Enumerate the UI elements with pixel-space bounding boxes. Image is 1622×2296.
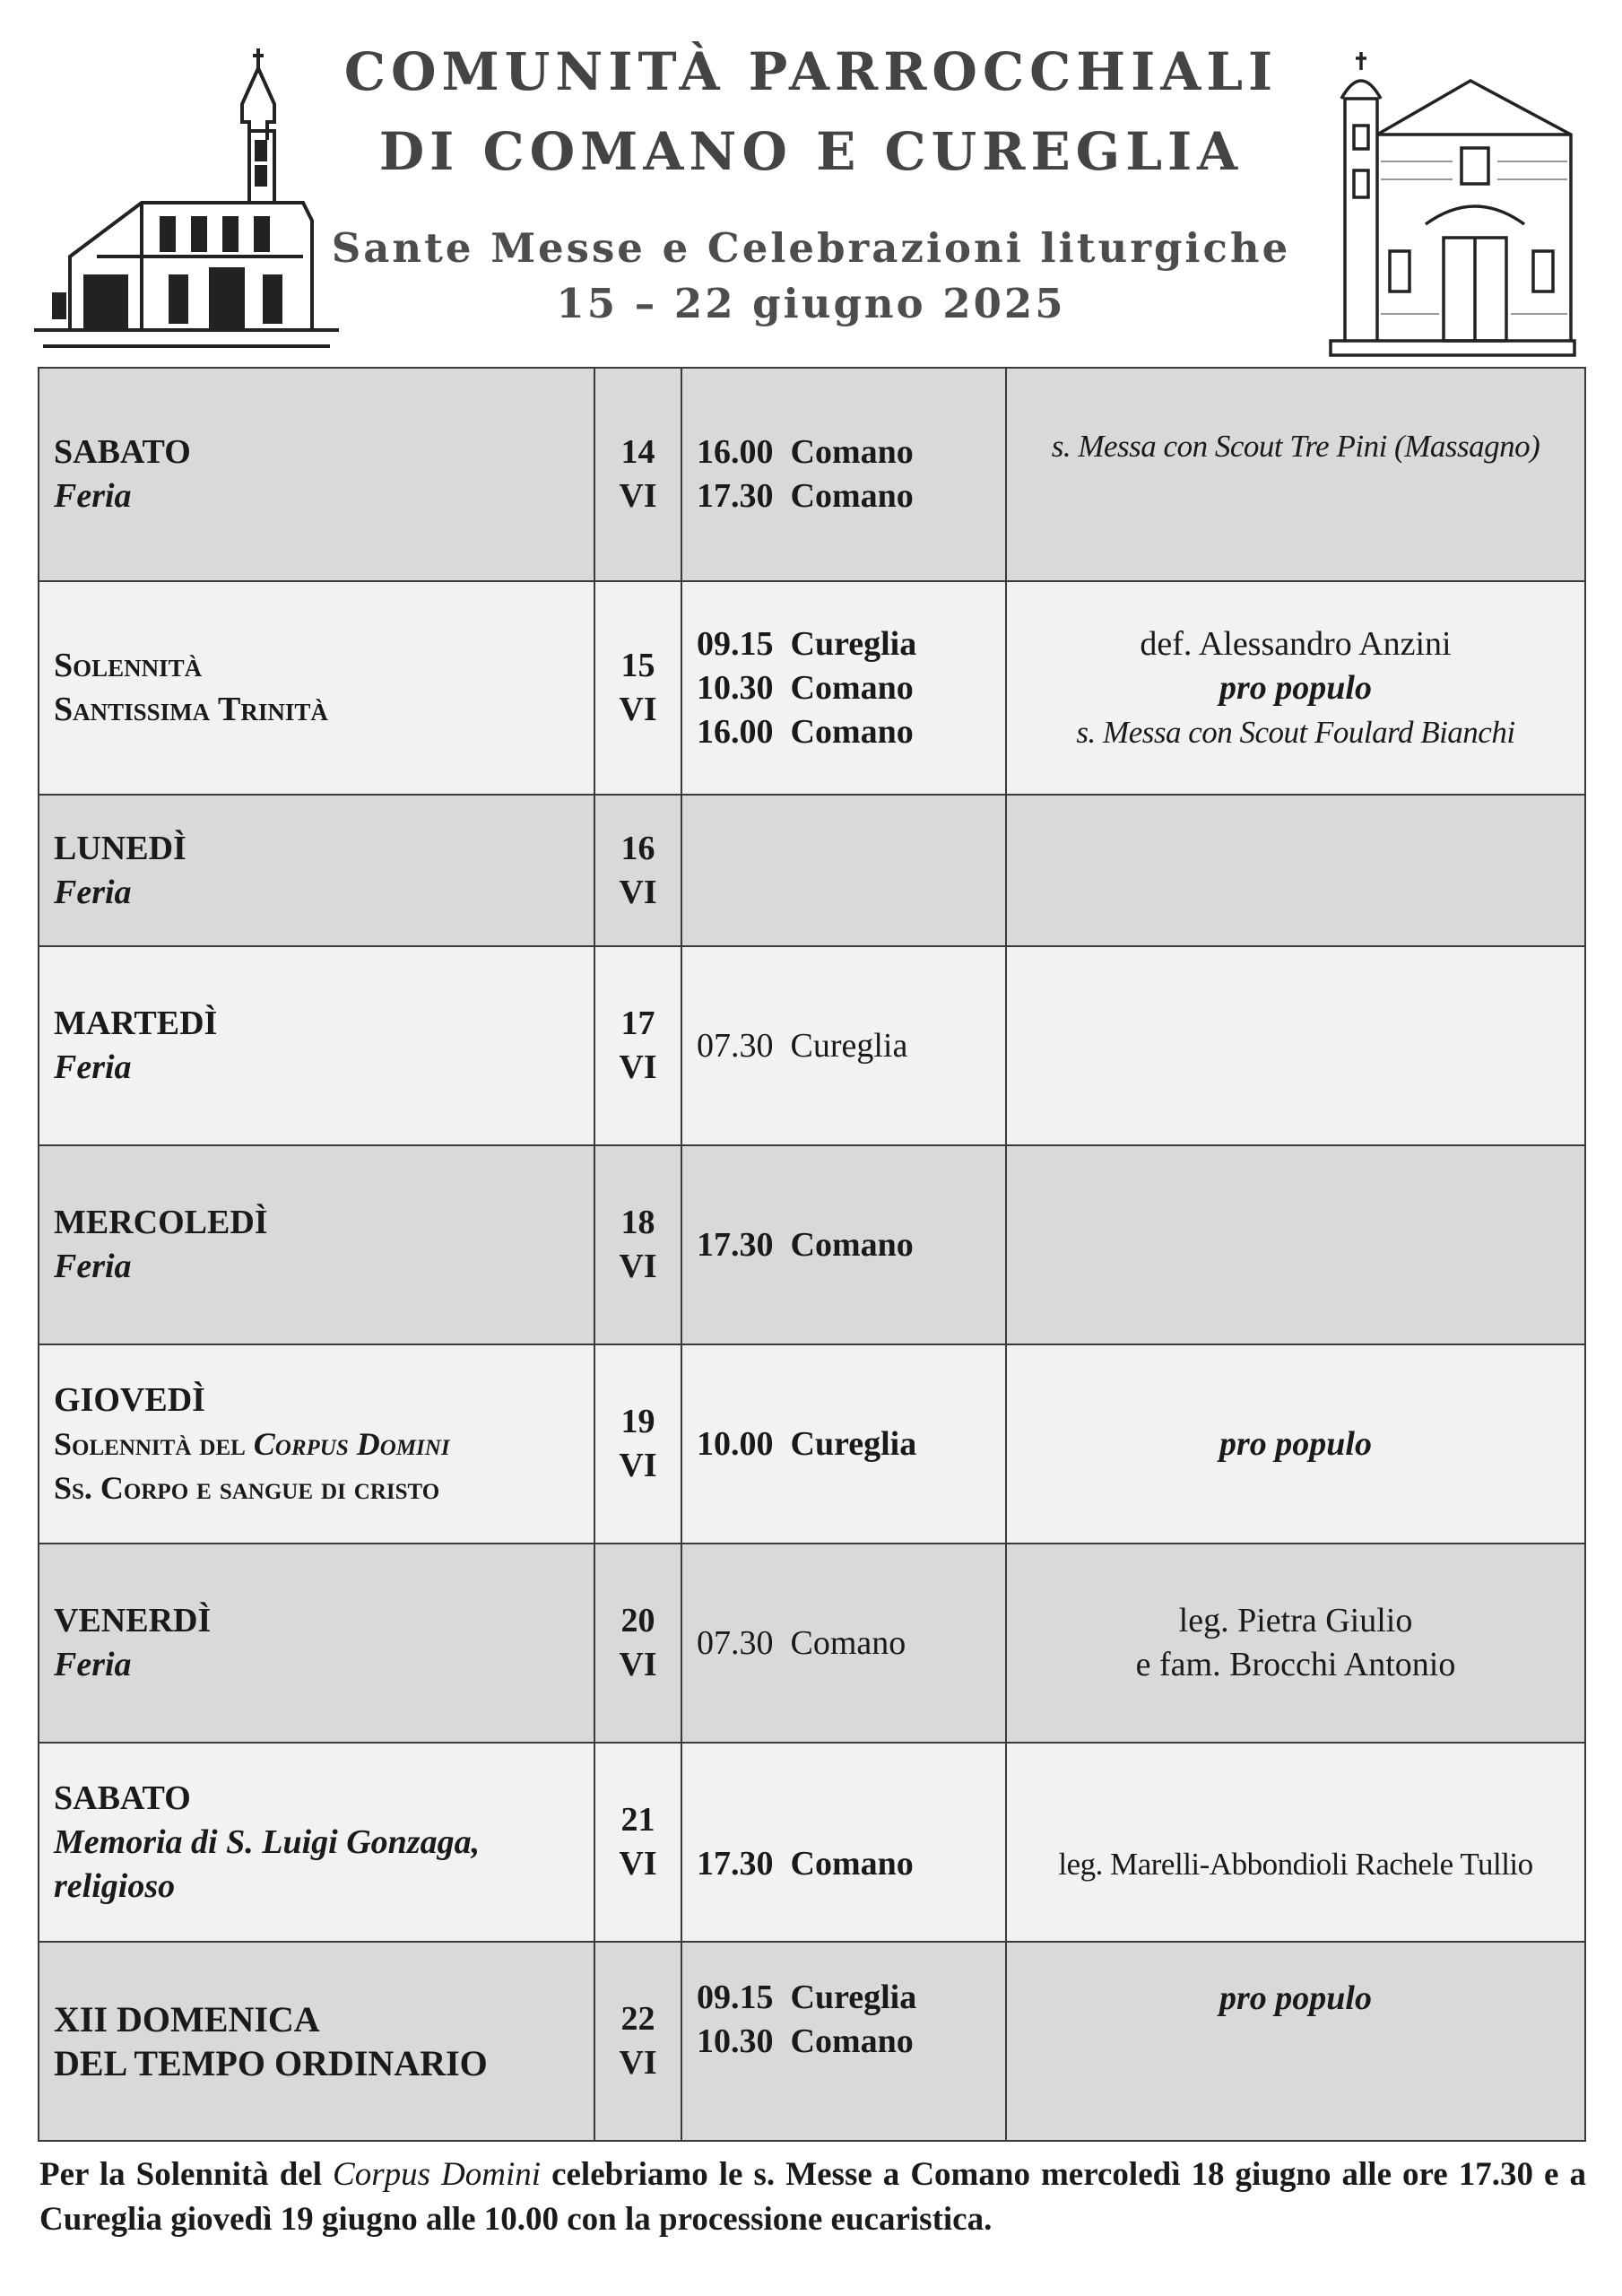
day-name: MERCOLEDÌ (54, 1204, 268, 1241)
date-month: VI (619, 691, 657, 728)
day-name: XII DOMENICA (54, 1999, 320, 2039)
day-subtitle: Feria (54, 477, 132, 515)
note-cell (1006, 946, 1585, 1145)
date-day: 18 (620, 1204, 655, 1241)
day-cell (39, 946, 594, 1145)
footer-note (39, 2152, 1586, 2242)
footer-corpus-domini: Corpus Domini (333, 2156, 542, 2193)
day-name: LUNEDÌ (54, 829, 186, 867)
date-cell (594, 1145, 681, 1344)
mass-time: 16.00 Comano (697, 712, 914, 751)
day-cell (39, 368, 594, 581)
day-subtitle: Feria (54, 873, 132, 911)
header-title-line2: DI COMANO E CUREGLIA (378, 121, 1244, 182)
date-month: VI (619, 1845, 657, 1883)
schedule-row (39, 1145, 1585, 1344)
corpus-domini-label: Corpus Domini (253, 1425, 450, 1462)
day-cell (39, 1344, 594, 1544)
day-subtitle: Feria (54, 1048, 132, 1086)
mass-note: leg. Marelli-Abbondioli Rachele Tullio (1058, 1846, 1533, 1882)
day-subtitle: Santissima Trinità (54, 691, 328, 728)
time-cell (681, 946, 1006, 1145)
date-month: VI (619, 477, 657, 515)
note-cell (1006, 795, 1585, 946)
day-cell (39, 1743, 594, 1942)
date-day: 22 (620, 2000, 655, 2038)
mass-time: 09.15 Cureglia (697, 1979, 917, 2016)
note-cell (1006, 1743, 1585, 1942)
day-subtitle: Feria (54, 1646, 132, 1683)
note-cell (1006, 581, 1585, 795)
date-day: 14 (620, 433, 655, 471)
schedule-row (39, 1544, 1585, 1743)
date-day: 20 (620, 1602, 655, 1639)
mass-time: 17.30 Comano (697, 1225, 914, 1264)
date-day: 17 (620, 1004, 655, 1042)
mass-time: 10.00 Cureglia (697, 1424, 917, 1463)
day-name: GIOVEDÌ (54, 1380, 205, 1419)
schedule-row (39, 1942, 1585, 2141)
day-cell (39, 1942, 594, 2141)
schedule-row (39, 795, 1585, 946)
footer-text-c: celebriamo le s. Messe a Comano mercoledì 18 giugno alle ore 17.30 e a Cureglia giovedì 19 giugno alle 10.00 con la processione eucaristica. (39, 2156, 1586, 2238)
mass-note: s. Messa con Scout Foulard Bianchi (1076, 714, 1515, 750)
mass-note: def. Alessandro Anzini (1140, 624, 1452, 663)
day-name: SABATO (54, 433, 191, 471)
date-day: 21 (620, 1801, 655, 1839)
mass-note: leg. Pietra Giulio (1178, 1602, 1413, 1639)
day-name: SABATO (54, 1779, 191, 1817)
mass-time: 09.15 Cureglia (697, 624, 917, 663)
date-cell (594, 1544, 681, 1743)
day-name: MARTEDÌ (54, 1004, 218, 1042)
day-cell (39, 1544, 594, 1743)
schedule-table (38, 367, 1586, 2142)
mass-note: pro populo (1219, 1979, 1372, 2017)
day-subtitle: Memoria di S. Luigi Gonzaga, (54, 1822, 481, 1861)
day-name-2: DEL TEMPO ORDINARIO (54, 2043, 488, 2083)
day-subtitle: Feria (54, 1248, 132, 1285)
date-cell (594, 795, 681, 946)
date-month: VI (619, 1646, 657, 1683)
date-month: VI (619, 2044, 657, 2082)
header-dates: 15 – 22 giugno 2025 (556, 280, 1066, 327)
date-month: VI (619, 1048, 657, 1086)
date-day: 16 (620, 829, 655, 867)
time-cell (681, 1544, 1006, 1743)
day-subtitle-2: religioso (54, 1866, 176, 1905)
date-cell (594, 946, 681, 1145)
mass-time: 16.00 Comano (697, 433, 914, 471)
mass-note: pro populo (1219, 1424, 1372, 1463)
time-cell (681, 581, 1006, 795)
time-cell (681, 1344, 1006, 1544)
day-name: Solennità (54, 647, 203, 684)
mass-note: s. Messa con Scout Tre Pini (Massagno) (1051, 428, 1540, 464)
time-cell (681, 368, 1006, 581)
schedule-row (39, 368, 1585, 581)
note-cell (1006, 1544, 1585, 1743)
day-cell (39, 795, 594, 946)
schedule-row (39, 946, 1585, 1145)
date-month: VI (619, 1248, 657, 1285)
mass-time: 17.30 Comano (697, 1844, 914, 1883)
header-title-line1: COMUNITÀ PARROCCHIALI (343, 41, 1279, 102)
day-cell (39, 1145, 594, 1344)
time-cell (681, 1942, 1006, 2141)
note-cell (1006, 368, 1585, 581)
mass-note: e fam. Brocchi Antonio (1135, 1646, 1456, 1683)
day-cell (39, 581, 594, 795)
note-cell (1006, 1344, 1585, 1544)
date-cell (594, 1942, 681, 2141)
mass-time: 10.30 Comano (697, 668, 914, 707)
date-cell (594, 581, 681, 795)
date-month: VI (619, 873, 657, 911)
mass-time: 07.30 Cureglia (697, 1026, 908, 1065)
mass-time: 10.30 Comano (697, 2022, 914, 2060)
date-cell (594, 368, 681, 581)
date-month: VI (619, 1447, 657, 1484)
date-cell (594, 1743, 681, 1942)
day-subtitle: Solennità del (54, 1425, 254, 1462)
time-cell (681, 795, 1006, 946)
note-cell (1006, 1942, 1585, 2141)
day-name: VENERDÌ (54, 1602, 212, 1639)
note-cell (1006, 1145, 1585, 1344)
header-subtitle: Sante Messe e Celebrazioni liturgiche (331, 224, 1291, 272)
schedule-row (39, 1344, 1585, 1544)
date-cell (594, 1344, 681, 1544)
schedule-row (39, 1743, 1585, 1942)
time-cell (681, 1145, 1006, 1344)
mass-time: 17.30 Comano (697, 477, 914, 515)
day-subtitle-2: Ss. Corpo e sangue di cristo (54, 1469, 440, 1506)
time-cell (681, 1743, 1006, 1942)
mass-note: pro populo (1219, 668, 1372, 707)
footer-text-a: Per la Solennità del (39, 2156, 334, 2193)
schedule-row (39, 581, 1585, 795)
date-day: 19 (620, 1403, 655, 1440)
date-day: 15 (620, 647, 655, 684)
mass-time: 07.30 Comano (697, 1623, 906, 1662)
